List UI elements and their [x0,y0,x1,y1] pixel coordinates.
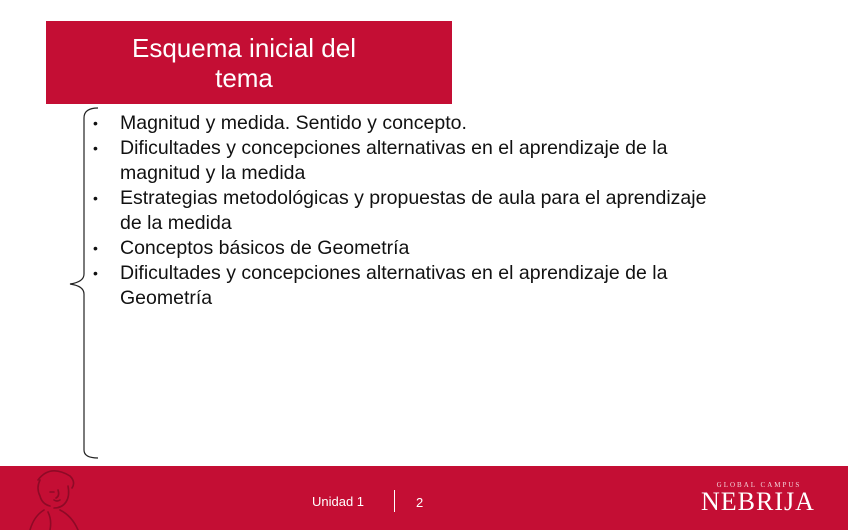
list-item-text: Estrategias metodológicas y propuestas de aula para el aprendizaje de la medida [120,187,707,234]
list-item [90,236,710,261]
bullet-icon: • [93,190,98,206]
list-item [90,186,710,236]
list-item [90,136,710,186]
logo-name: NEBRIJA [701,487,815,516]
logo-tagline: GLOBAL CAMPUS [716,481,802,489]
list-item [90,261,710,311]
list-item-text: Magnitud y medida. Sentido y concepto. [120,112,467,134]
list-item-text: Dificultades y concepciones alternativas en el aprendizaje de la magnitud y la medida [120,137,668,184]
page-number: 2 [416,495,424,510]
list-item [90,111,710,136]
bullet-icon: • [93,140,98,156]
bullet-icon: • [93,265,98,281]
title-banner [46,21,452,104]
footer-divider [394,490,395,512]
bullet-icon: • [93,240,98,256]
portrait-icon [20,466,90,530]
footer-bar [0,466,848,530]
unit-label: Unidad 1 [312,494,365,509]
topic-list [90,111,710,311]
slide-title: Esquema inicial del tema [131,32,356,93]
bullet-icon: • [93,115,98,131]
list-item-text: Dificultades y concepciones alternativas en el aprendizaje de la Geometría [120,262,668,309]
list-item-text: Conceptos básicos de Geometría [120,237,410,259]
